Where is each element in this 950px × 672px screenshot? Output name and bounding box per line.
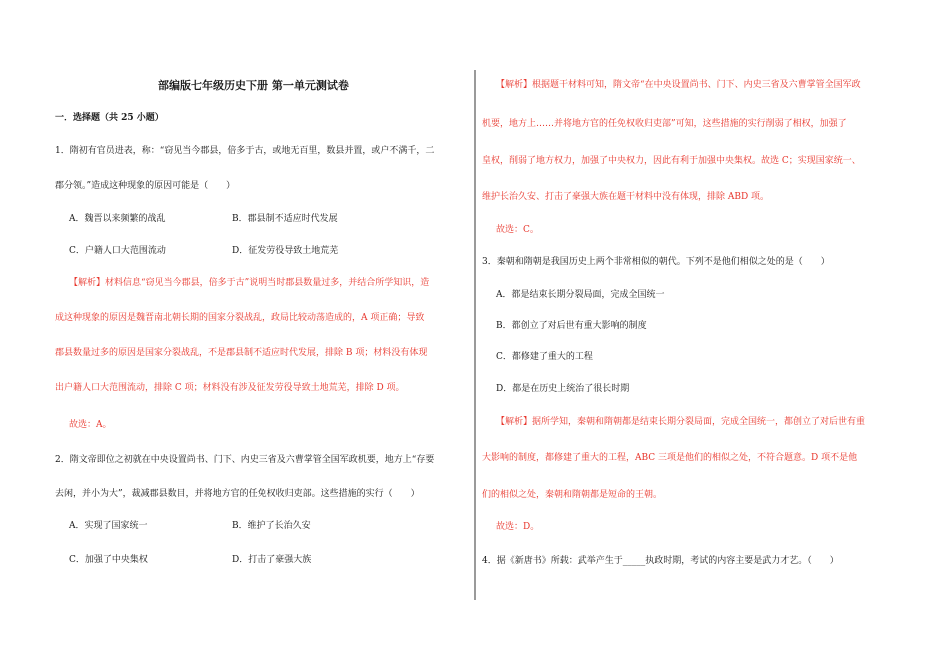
column-divider	[474, 70, 476, 600]
q2-analysis-line-1: 【解析】根据题干材料可知，隋文帝“在中央设置尚书、门下、内史三省及六曹掌管全国军政	[496, 80, 861, 90]
q2-option-a: A．实现了国家统一	[69, 521, 148, 531]
q1-analysis-line-2: 成这种现象的原因是魏晋南北朝长期的国家分裂战乱，政局比较动荡造成的，A 项正确；导致	[55, 313, 425, 323]
q3-option-a: A．都是结束长期分裂局面，完成全国统一	[496, 290, 665, 300]
question-2-line-1: 2．隋文帝即位之初就在中央设置尚书、门下、内史三省及六曹掌管全国军政机要，地方上“存要	[55, 455, 435, 465]
question-3: 3．秦朝和隋朝是我国历史上两个非常相似的朝代。下列不是他们相似之处的是（ ）	[482, 257, 830, 267]
q3-analysis-line-3: 们的相似之处，秦朝和隋朝都是短命的王朝。	[482, 490, 663, 500]
left-column	[55, 0, 473, 672]
question-4: 4．据《新唐书》所载：武举产生于_____执政时期，考试的内容主要是武力才艺。（ ）	[482, 556, 839, 566]
q2-analysis-line-4: 维护长治久安、打击了豪强大族在题干材料中没有体现，排除 ABD 项。	[482, 192, 770, 202]
q1-option-d: D．征发劳役导致土地荒芜	[232, 246, 339, 256]
q1-option-c: C．户籍人口大范围流动	[69, 246, 166, 256]
q3-option-d: D．都是在历史上统治了很长时期	[496, 384, 630, 394]
right-column	[482, 0, 907, 672]
q1-option-b: B．郡县制不适应时代发展	[232, 214, 338, 224]
q2-option-c: C．加强了中央集权	[69, 555, 148, 565]
q2-analysis-line-3: 皇权，削弱了地方权力，加强了中央权力，因此有利于加强中央集权。故选 C；实现国家统一、	[482, 156, 861, 166]
q1-analysis-line-1: 【解析】材料信息“窃见当今郡县，倍多于古”说明当时郡县数量过多，并结合所学知识，造	[69, 278, 430, 288]
q1-analysis-line-4: 出户籍人口大范围流动，排除 C 项；材料没有涉及征发劳役导致土地荒芜，排除 D 项。	[55, 383, 405, 393]
q2-analysis-line-2: 机要，地方上……并将地方官的任免权收归吏部”可知，这些措施的实行削弱了相权，加强了	[482, 119, 847, 129]
q2-answer: 故选：C。	[496, 225, 539, 235]
question-2-line-2: 去闲，并小为大”，裁减郡县数目，并将地方官的任免权收归吏部。这些措施的实行（ ）	[55, 489, 420, 499]
q1-option-a: A．魏晋以来频繁的战乱	[69, 214, 166, 224]
q3-analysis-line-2: 大影响的制度，都修建了重大的工程，ABC 三项是他们的相似之处，不符合题意。D 项不是他	[482, 453, 858, 463]
question-1-line-2: 郡分领。”造成这种现象的原因可能是（ ）	[55, 181, 236, 191]
page-title: 部编版七年级历史下册 第一单元测试卷	[158, 79, 349, 92]
q2-option-b: B．维护了长治久安	[232, 521, 311, 531]
question-1-line-1: 1．隋初有官员进表，称：“窃见当今郡县，倍多于古，或地无百里，数县并置，或户不满千，二	[55, 146, 435, 156]
q2-option-d: D．打击了豪强大族	[232, 555, 312, 565]
q3-option-c: C．都修建了重大的工程	[496, 352, 593, 362]
q1-analysis-line-3: 郡县数量过多的原因是国家分裂战乱，不是郡县制不适应时代发展，排除 B 项；材料没有体现	[55, 348, 428, 358]
section-heading: 一．选择题（共 25 小题）	[55, 113, 164, 123]
q3-option-b: B．都创立了对后世有重大影响的制度	[496, 321, 647, 331]
q1-answer: 故选：A。	[69, 420, 112, 430]
q3-answer: 故选：D。	[496, 522, 540, 532]
q3-analysis-line-1: 【解析】据所学知，秦朝和隋朝都是结束长期分裂局面，完成全国统一，都创立了对后世有重	[496, 417, 866, 427]
